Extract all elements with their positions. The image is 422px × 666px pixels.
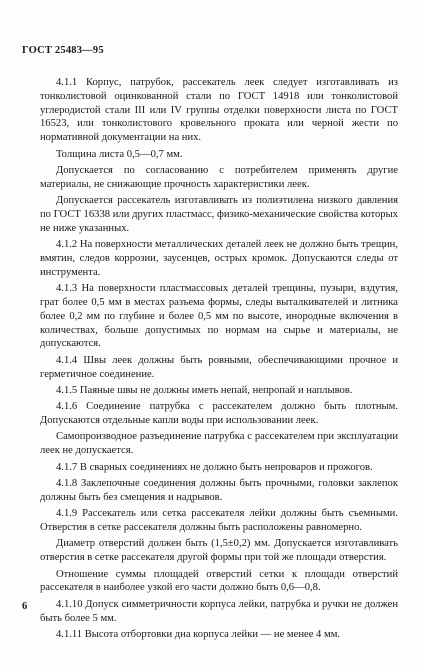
paragraph-4-1-11: 4.1.11 Высота отбортовки дна корпуса лейки — не менее 4 мм.	[56, 628, 341, 640]
paragraph-other-materials: Допускается по согласованию с потребителем применять другие материалы, не снижающие прочность характеристики леек.	[40, 164, 398, 190]
paragraph-4-1-4: 4.1.4 Швы леек должны быть ровными, обеспечивающими прочное и герметичное соединение.	[40, 354, 398, 380]
paragraph-thickness: Толщина листа 0,5—0,7 мм.	[56, 148, 183, 160]
paragraph-area-ratio: Отношение суммы площадей отверстий сетки к площади отверстий рассекателя в наиболее узкой его части должно быть 0,6—0,8.	[40, 568, 398, 594]
paragraph-4-1-5: 4.1.5 Паяные швы не должны иметь непай, непропай и наплывов.	[56, 384, 353, 396]
document-body	[40, 76, 398, 644]
paragraph-4-1-1: 4.1.1 Корпус, патрубок, рассекатель леек следует изготавливать из тонколистовой оцинкованной стали по ГОСТ 14918 или тонколистовой углеродистой стали III или IV группы отделки поверхности листа по ГОСТ 16523, или тонколистового кровельного проката или черной жести по нормативной документации на них.	[40, 77, 398, 144]
paragraph-4-1-10: 4.1.10 Допуск симметричности корпуса лейки, патрубка и ручки не должен быть более 5 мм.	[40, 598, 398, 624]
standard-header: ГОСТ 25483—95	[22, 45, 104, 56]
paragraph-4-1-6: 4.1.6 Соединение патрубка с рассекателем должно быть плотным. Допускаются отдельные капли воды при использовании леек.	[40, 401, 398, 427]
page-number: 6	[22, 601, 28, 612]
paragraph-4-1-2: 4.1.2 На поверхности металлических деталей леек не должно быть трещин, вмятин, следов коррозии, заусенцев, острых кромок. Допускаются следы от инструмента.	[40, 239, 398, 278]
paragraph-polyethylene: Допускается рассекатель изготавливать из полиэтилена низкого давления по ГОСТ 16338 или других пластмасс, физико-механические свойства которых не ниже указанных.	[40, 195, 398, 234]
paragraph-4-1-8: 4.1.8 Заклепочные соединения должны быть прочными, головки заклепок должны быть без смещения и надрывов.	[40, 478, 398, 503]
paragraph-4-1-3: 4.1.3 На поверхности пластмассовых деталей трещины, пузыри, вздутия, грат более 0,5 мм в местах разъема формы, следы выталкивателей и литника более 0,2 мм по глубине и более 0,5 мм по высоте, инородные включения в количествах, больше допустимых по нормам на сырье и материалы, не допускаются.	[40, 283, 398, 350]
paragraph-4-1-9: 4.1.9 Рассекатель или сетка рассекателя лейки должны быть съемными. Отверстия в сетке рассекателя должны быть расположены равномерно.	[40, 508, 398, 534]
paragraph-hole-diameter: Диаметр отверстий должен быть (1,5±0,2) мм. Допускается изготавливать отверстия в сетке рассекателя другой формы при той же площади отверстия.	[40, 538, 398, 564]
paragraph-4-1-7: 4.1.7 В сварных соединениях не должно быть непроваров и прожогов.	[56, 461, 373, 473]
paragraph-disconnection: Самопроизводное разъединение патрубка с рассекателем при эксплуатации леек не допускается.	[40, 431, 398, 457]
